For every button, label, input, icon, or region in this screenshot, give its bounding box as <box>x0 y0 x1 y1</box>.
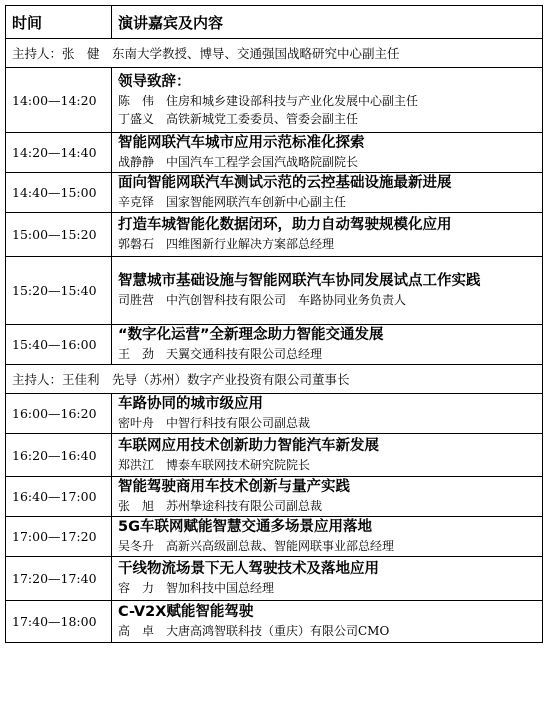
session-row <box>6 213 543 257</box>
session-time: 17:20—17:40 <box>6 557 112 601</box>
session-time: 17:00—17:20 <box>6 517 112 557</box>
session-row <box>6 257 543 325</box>
agenda-table <box>5 5 543 643</box>
session-speaker: 张 旭 苏州挚途科技有限公司副总裁 <box>118 499 323 513</box>
session-speaker: 辛克铎 国家智能网联汽车创新中心副主任 <box>118 195 347 209</box>
session-speaker: 密叶舟 中智行科技有限公司副总裁 <box>118 416 311 430</box>
session-content <box>112 68 543 133</box>
session-speaker: 陈 伟 住房和城乡建设部科技与产业化发展中心副主任 <box>118 93 419 108</box>
session-time: 15:20—15:40 <box>6 257 112 325</box>
session-content <box>112 213 543 257</box>
session-title: 面向智能网联汽车测试示范的云控基础设施最新进展 <box>118 175 452 191</box>
session-speaker: 郑洪江 博泰车联网技术研究院院长 <box>118 457 311 472</box>
session-time: 16:00—16:20 <box>6 394 112 434</box>
session-row <box>6 601 543 643</box>
session-title: “数字化运营”全新理念助力智能交通发展 <box>118 327 384 343</box>
session-time: 14:40—15:00 <box>6 173 112 213</box>
session-speaker: 容 力 智加科技中国总经理 <box>118 581 275 595</box>
session-content <box>112 477 543 517</box>
session-time: 15:40—16:00 <box>6 325 112 365</box>
session-row <box>6 173 543 213</box>
session-speaker: 司胜营 中汽创智科技有限公司 车路协同业务负责人 <box>118 293 407 307</box>
session-content <box>112 601 543 643</box>
session-content <box>112 394 543 434</box>
session-title: 车路协同的城市级应用 <box>118 396 263 412</box>
session-row <box>6 557 543 601</box>
session-row <box>6 434 543 477</box>
session-title: C-V2X赋能智能驾驶 <box>118 604 254 620</box>
session-time: 15:00—15:20 <box>6 213 112 257</box>
session-title: 干线物流场景下无人驾驶技术及落地应用 <box>118 561 379 577</box>
session-title: 领导致辞： <box>118 73 191 90</box>
session-content <box>112 133 543 173</box>
host-row <box>6 39 543 68</box>
session-content <box>112 257 543 325</box>
session-title: 智能驾驶商用车技术创新与量产实践 <box>118 479 350 495</box>
host-text: 主持人：张 健 东南大学教授、博导、交通强国战略研究中心副主任 <box>6 39 543 68</box>
session-speaker: 战静静 中国汽车工程学会国汽战略院副院长 <box>118 155 359 169</box>
header-content: 演讲嘉宾及内容 <box>112 6 543 39</box>
session-content <box>112 557 543 601</box>
session-content <box>112 325 543 365</box>
header-row <box>6 6 543 39</box>
session-content <box>112 434 543 477</box>
session-speaker: 高 卓 大唐高鸿智联科技（重庆）有限公司CMO <box>118 624 390 638</box>
session-speaker: 郭磐石 四维图新行业解决方案部总经理 <box>118 237 335 251</box>
session-time: 14:20—14:40 <box>6 133 112 173</box>
session-row <box>6 477 543 517</box>
session-row <box>6 517 543 557</box>
session-title: 智慧城市基础设施与智能网联汽车协同发展试点工作实践 <box>118 273 481 289</box>
session-title: 打造车城智能化数据闭环，助力自动驾驶规模化应用 <box>118 217 452 233</box>
session-time: 14:00—14:20 <box>6 68 112 133</box>
session-content <box>112 517 543 557</box>
host-row <box>6 365 543 394</box>
session-row <box>6 133 543 173</box>
session-row <box>6 68 543 133</box>
session-row <box>6 394 543 434</box>
session-title: 5G车联网赋能智慧交通多场景应用落地 <box>118 519 372 535</box>
session-speaker: 丁盛义 高铁新城党工委委员、管委会副主任 <box>118 111 359 126</box>
session-title: 智能网联汽车城市应用示范标准化探索 <box>118 135 365 151</box>
header-time: 时间 <box>6 6 112 39</box>
session-speaker: 吴冬升 高新兴高级副总裁、智能网联事业部总经理 <box>118 539 395 553</box>
session-content <box>112 173 543 213</box>
session-speaker: 王 劲 天翼交通科技有限公司总经理 <box>118 347 323 361</box>
session-title: 车联网应用技术创新助力智能汽车新发展 <box>118 437 379 454</box>
session-row <box>6 325 543 365</box>
session-time: 16:40—17:00 <box>6 477 112 517</box>
session-time: 17:40—18:00 <box>6 601 112 643</box>
host-text: 主持人：王佳利 先导（苏州）数字产业投资有限公司董事长 <box>6 365 543 394</box>
session-time: 16:20—16:40 <box>6 434 112 477</box>
